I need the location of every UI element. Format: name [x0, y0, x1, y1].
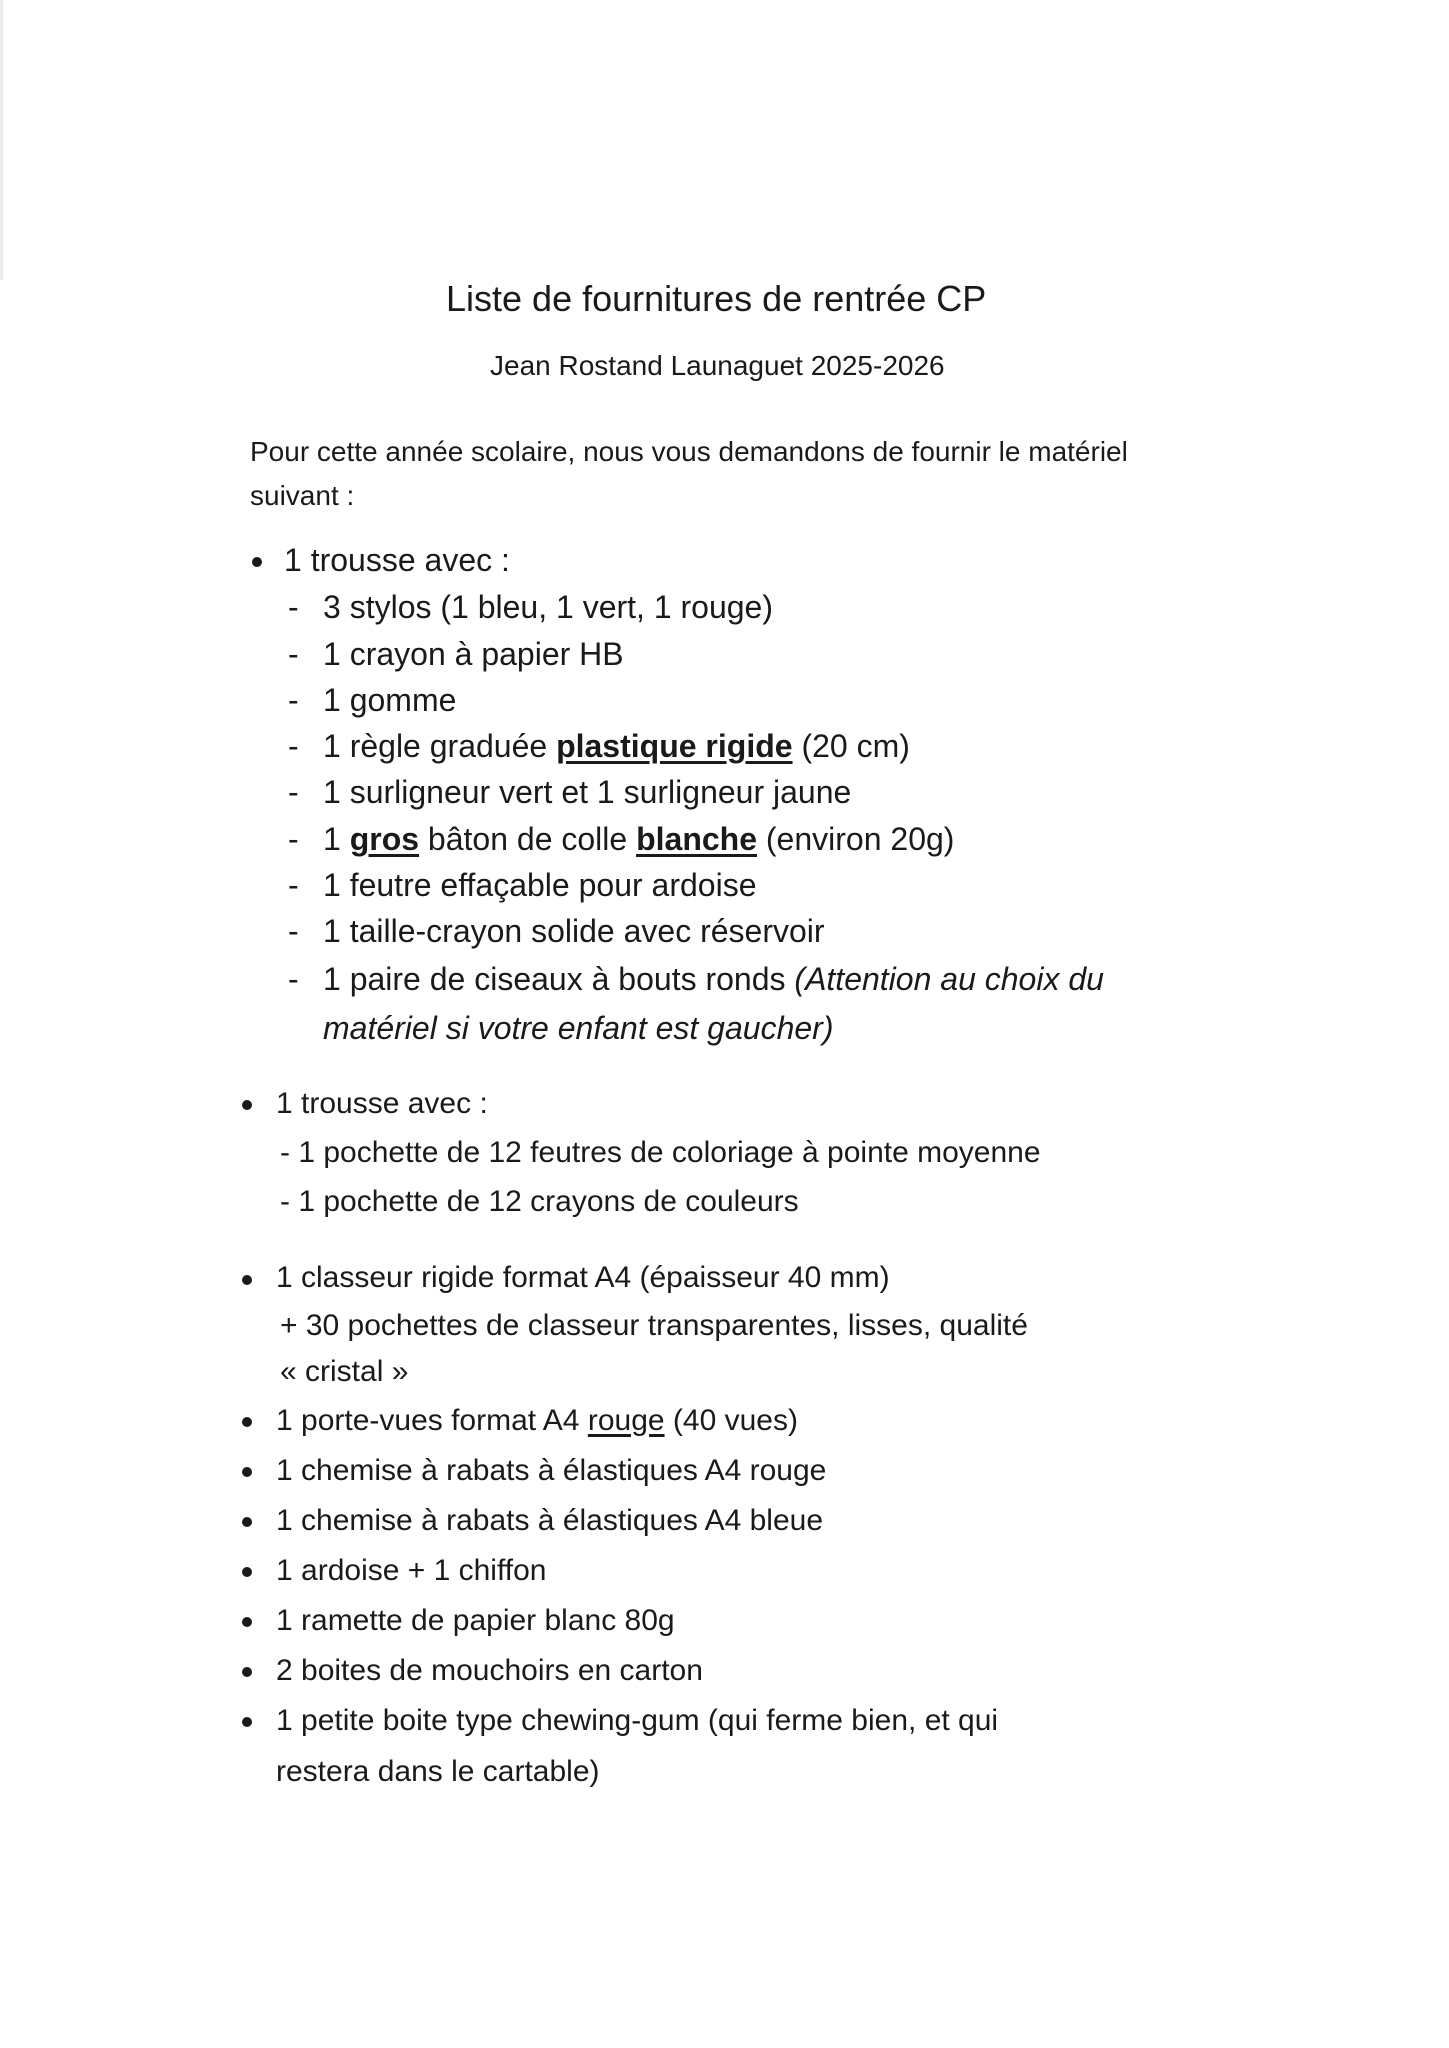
list-item: - 1 pochette de 12 crayons de couleurs: [280, 1185, 799, 1218]
bullet-icon: [242, 1417, 252, 1427]
note-text: matériel si votre enfant est gaucher): [323, 1010, 834, 1046]
list-item: 1 chemise à rabats à élastiques A4 bleue: [276, 1504, 824, 1537]
list-item-text: bâton de colle: [419, 821, 637, 857]
list-item-text: 1 paire de ciseaux à bouts ronds: [323, 961, 795, 997]
list-item: restera dans le cartable): [276, 1755, 600, 1788]
list-item: 1 crayon à papier HB: [323, 636, 624, 672]
bullet-icon: [242, 1667, 252, 1677]
bullet-icon: [242, 1717, 252, 1727]
emphasis-text: gros: [349, 821, 420, 857]
list-item: [276, 1397, 798, 1445]
list-item-text: 1 règle graduée: [323, 728, 557, 764]
list-item-text: 1 porte-vues format A4: [276, 1404, 588, 1437]
bullet-icon: [242, 1467, 252, 1477]
list-item: 2 boites de mouchoirs en carton: [276, 1654, 703, 1687]
list-item: 1 feutre effaçable pour ardoise: [323, 867, 757, 903]
list-item: [323, 955, 1104, 1003]
list-item: 1 petite boite type chewing-gum (qui ferme bien, et qui: [276, 1704, 999, 1737]
intro-line-2: suivant :: [250, 480, 355, 511]
list-item-text: (environ 20g): [757, 821, 955, 857]
list-item: 1 ramette de papier blanc 80g: [276, 1604, 675, 1637]
dash-icon: -: [288, 961, 299, 997]
bullet-icon: [252, 557, 262, 567]
scan-edge: [0, 0, 3, 280]
dash-icon: -: [288, 774, 299, 810]
dash-icon: -: [288, 728, 299, 764]
list-item: 1 classeur rigide format A4 (épaisseur 40 mm): [276, 1261, 890, 1294]
intro-line-1: Pour cette année scolaire, nous vous demandons de fournir le matériel: [250, 436, 1128, 467]
list-item: [323, 722, 910, 770]
page-subtitle: Jean Rostand Launaguet 2025-2026: [490, 350, 945, 381]
page-title: Liste de fournitures de rentrée CP: [446, 278, 987, 319]
trousse2-heading: 1 trousse avec :: [276, 1087, 488, 1120]
bullet-icon: [242, 1617, 252, 1627]
list-item: + 30 pochettes de classeur transparentes, lisses, qualité: [280, 1309, 1028, 1342]
list-item-text: (40 vues): [664, 1404, 798, 1437]
bullet-icon: [242, 1567, 252, 1577]
dash-icon: -: [288, 636, 299, 672]
dash-icon: -: [288, 589, 299, 625]
emphasis-text: plastique rigide: [556, 728, 793, 764]
bullet-icon: [242, 1275, 252, 1285]
dash-icon: -: [288, 913, 299, 949]
dash-icon: -: [288, 821, 299, 857]
list-item: « cristal »: [280, 1355, 409, 1388]
list-item: 1 surligneur vert et 1 surligneur jaune: [323, 774, 852, 810]
note-text: (Attention au choix du: [794, 961, 1104, 997]
list-item-text: 1: [323, 821, 350, 857]
list-item: 1 ardoise + 1 chiffon: [276, 1554, 547, 1587]
dash-icon: -: [288, 682, 299, 718]
list-item-text: (20 cm): [792, 728, 910, 764]
list-item: [323, 815, 954, 863]
list-item: 1 gomme: [323, 682, 457, 718]
dash-icon: -: [288, 867, 299, 903]
list-item: 1 taille-crayon solide avec réservoir: [323, 913, 825, 949]
list-item: - 1 pochette de 12 feutres de coloriage à pointe moyenne: [280, 1136, 1041, 1169]
bullet-icon: [242, 1517, 252, 1527]
bullet-icon: [242, 1100, 252, 1110]
emphasis-text: rouge: [587, 1404, 665, 1437]
emphasis-text: blanche: [636, 821, 757, 857]
trousse1-heading: 1 trousse avec :: [284, 542, 510, 578]
list-item: 1 chemise à rabats à élastiques A4 rouge: [276, 1454, 827, 1487]
list-item: 3 stylos (1 bleu, 1 vert, 1 rouge): [323, 589, 773, 625]
